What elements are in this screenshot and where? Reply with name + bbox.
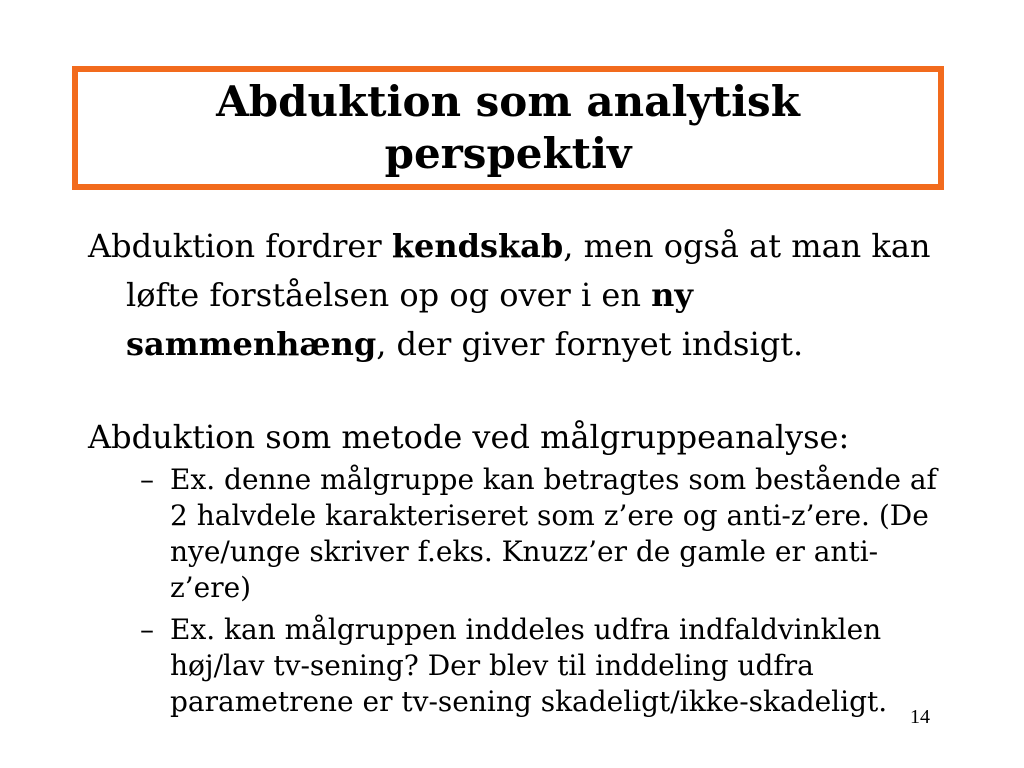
sub-item-zere	[88, 462, 958, 606]
sub-item-tv-sening	[88, 612, 958, 720]
sub-item-text: Ex. denne målgruppe kan betragtes som bestående af 2 halvdele karakteriseret som z’ere og anti-z’ere. (De nye/unge skriver f.eks. Knuzz’er de gamle er anti-z’ere)	[170, 463, 937, 604]
sub-list	[88, 462, 958, 720]
slide-content	[88, 222, 958, 726]
paragraph1-text-2: , men også at man kan løfte forståelsen op og over i en	[126, 227, 931, 314]
page-number: 14	[910, 706, 930, 728]
slide-title-line2: perspektiv	[384, 129, 632, 178]
paragraph-metode: Abduktion som metode ved målgruppeanalyse:	[88, 418, 850, 456]
sub-item-text: Ex. kan målgruppen inddeles udfra indfaldvinklen høj/lav tv-sening? Der blev til inddeling udfra parametrene er tv-sening skadeligt/ikke-skadeligt.	[170, 613, 888, 718]
paragraph1-text-1: Abduktion fordrer	[88, 227, 392, 265]
dash-bullet: –	[140, 463, 154, 496]
paragraph1-bold-2: ny sammenhæng	[126, 276, 693, 363]
paragraph-kendskab	[88, 222, 958, 369]
slide-title-line1: Abduktion som analytisk	[216, 77, 800, 126]
paragraph1-bold-1: kendskab	[391, 227, 564, 265]
paragraph1-text-3: , der giver fornyet indsigt.	[376, 325, 804, 363]
slide-title	[216, 76, 800, 180]
dash-bullet: –	[140, 613, 154, 646]
title-box	[72, 66, 944, 190]
